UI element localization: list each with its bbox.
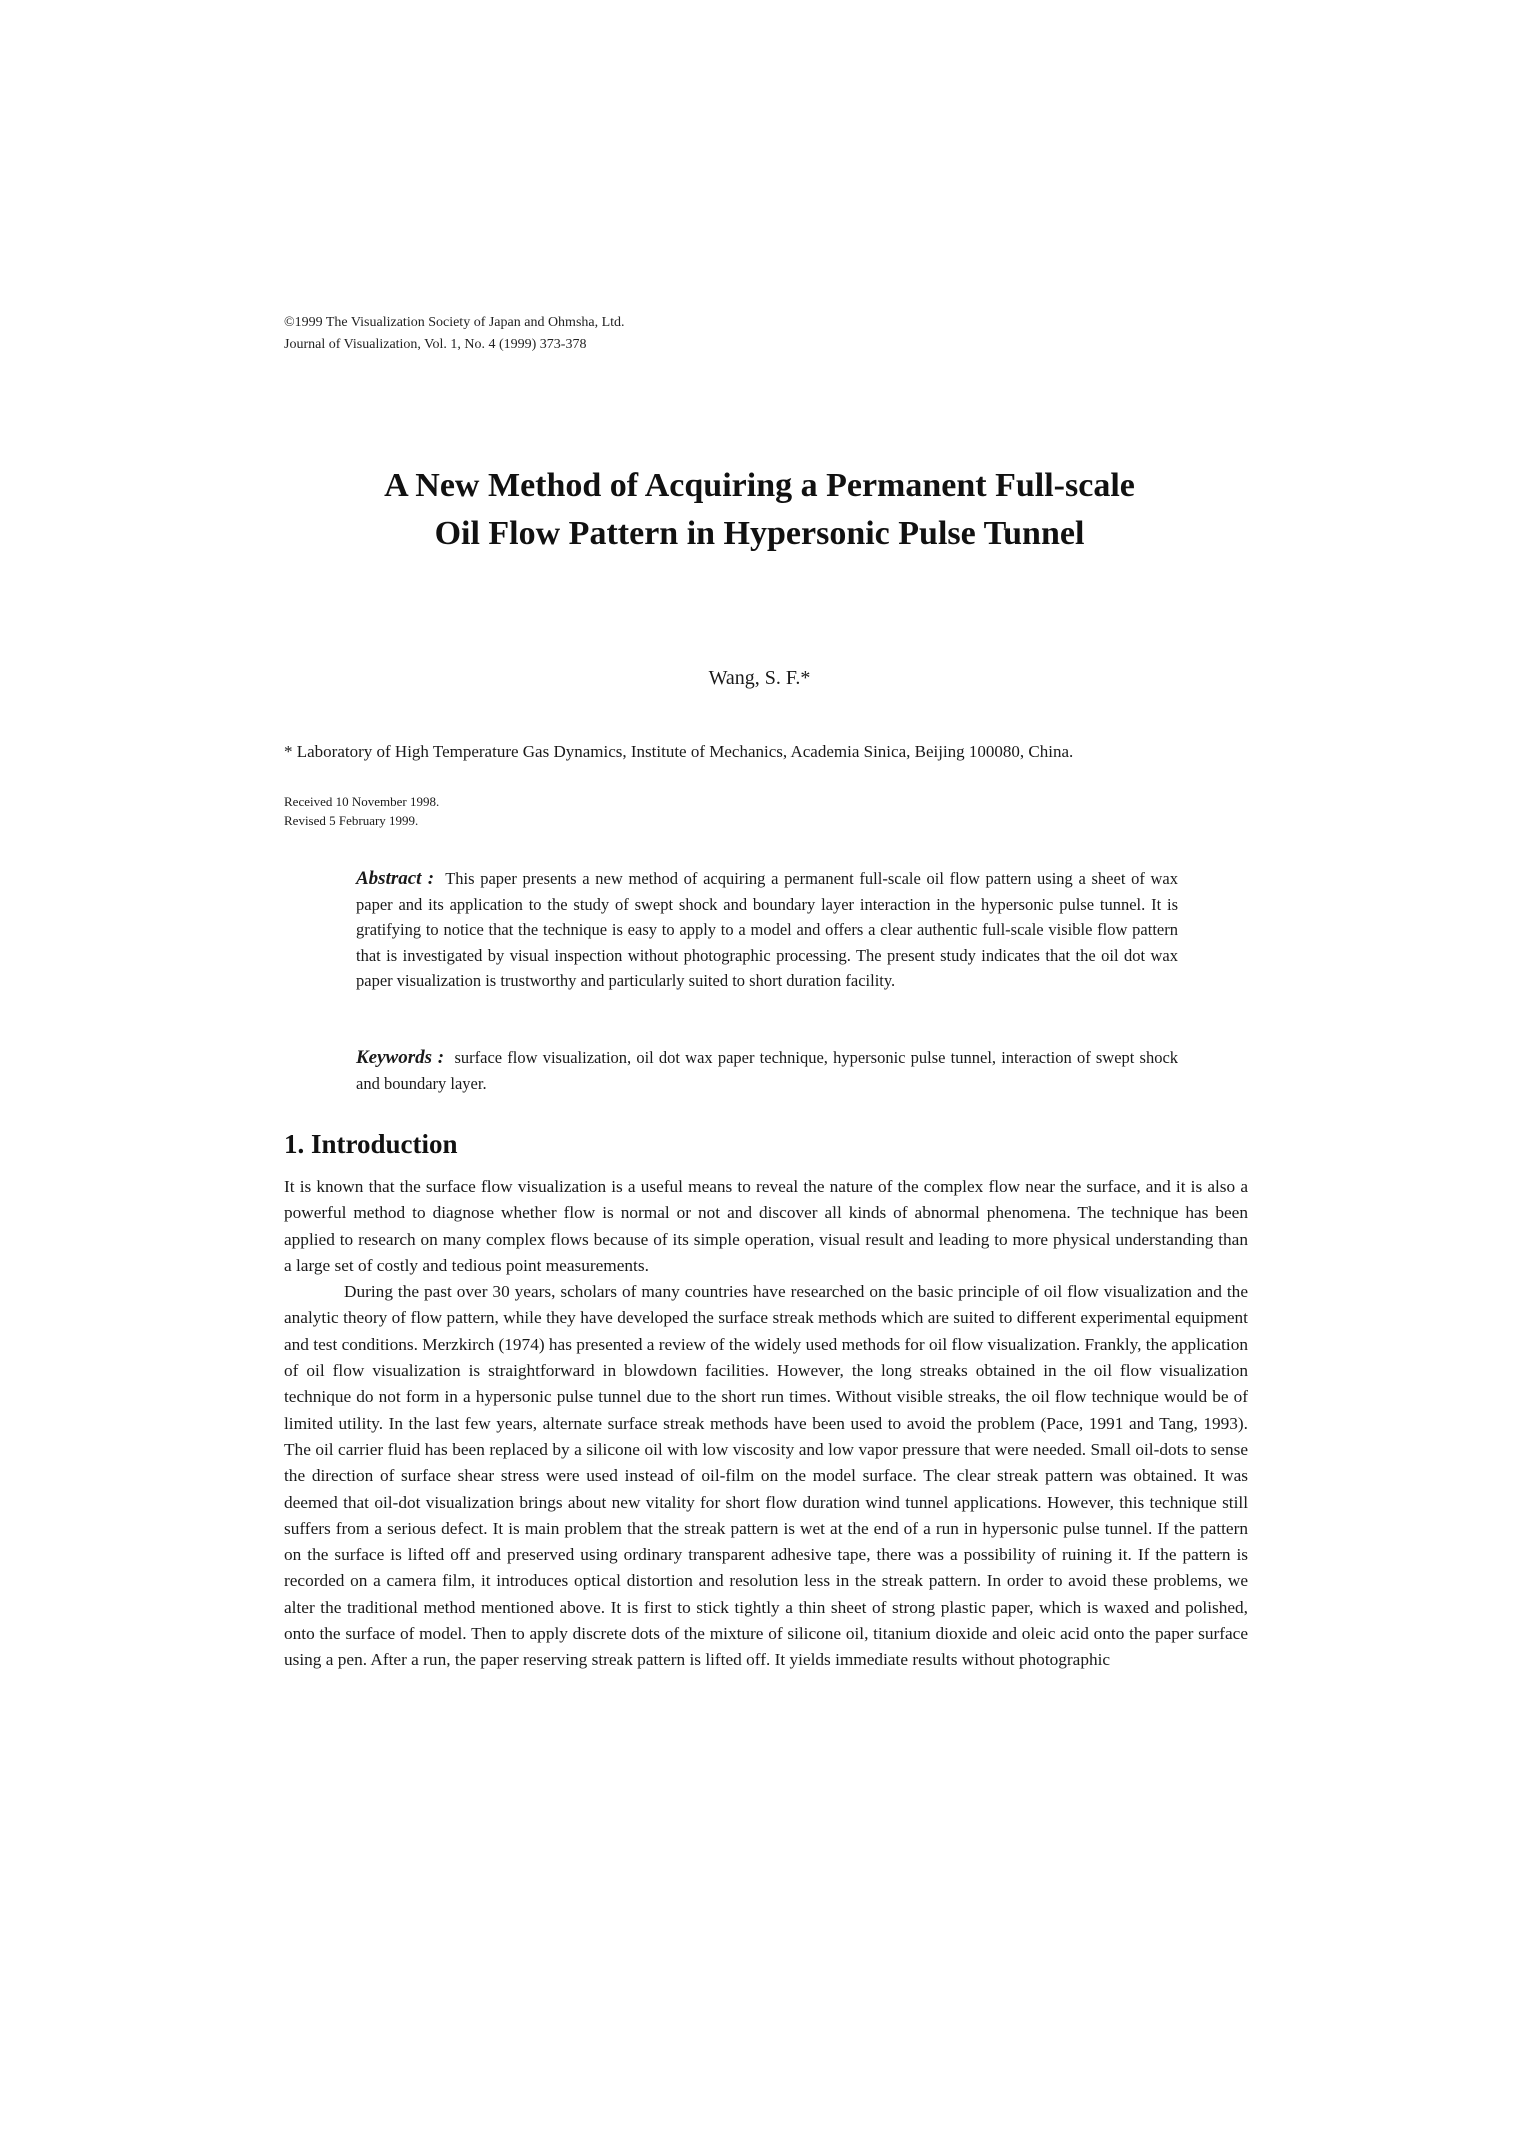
title-line-2: Oil Flow Pattern in Hypersonic Pulse Tunnel (434, 515, 1085, 552)
title-line-1: A New Method of Acquiring a Permanent Full-scale (384, 467, 1135, 504)
author-name: Wang, S. F.* (708, 667, 811, 689)
journal-header (284, 312, 625, 356)
manuscript-dates (284, 792, 439, 830)
paragraph: During the past over 30 years, scholars of many countries have researched on the basic principle of oil flow visualization and the analytic theory of flow pattern, while they have developed the surface streak methods which are suited to different experimental equipment and test conditions. Merzkirch (1974) has presented a review of the widely used methods for oil flow visualization. Frankly, the application of oil flow visualization is straightforward in blowdown facilities. However, the long streaks obtained in the oil flow visualization technique do not form in a hypersonic pulse tunnel due to the short run times. Without visible streaks, the oil flow technique would be of limited utility. In the last few years, alternate surface streak methods have been used to avoid the problem (Pace, 1991 and Tang, 1993). The oil carrier fluid has been replaced by a silicone oil with low viscosity and low vapor pressure that were needed. Small oil-dots to sense the direction of surface shear stress were used instead of oil-film on the model surface. The clear streak pattern was obtained. It was deemed that oil-dot visualization brings about new vitality for short flow duration wind tunnel applications. However, this technique still suffers from a serious defect. It is main problem that the streak pattern is wet at the end of a run in hypersonic pulse tunnel. If the pattern on the surface is lifted off and preserved using ordinary transparent adhesive tape, there was a possibility of ruining it. If the pattern is recorded on a camera film, it introduces optical distortion and resolution less in the streak pattern. In order to avoid these problems, we alter the traditional method mentioned above. It is first to stick tightly a thin sheet of strong plastic paper, which is waxed and polished, onto the surface of model. Then to apply discrete dots of the mixture of silicone oil, titanium dioxide and oleic acid onto the paper surface using a pen. After a run, the paper reserving streak pattern is lifted off. It yields immediate results without photographic (284, 1282, 1248, 1670)
section-heading: 1. Introduction (284, 1129, 458, 1159)
author-affiliation: * Laboratory of High Temperature Gas Dynamics, Institute of Mechanics, Academia Sinica, Beijing 100080, China. (284, 742, 1074, 761)
abstract-text: This paper presents a new method of acquiring a permanent full-scale oil flow pattern using a sheet of wax paper and its application to the study of swept shock and boundary layer interaction in the hypersonic pulse tunnel. It is gratifying to notice that the technique is easy to apply to a model and offers a clear authentic full-scale visible flow pattern that is investigated by visual inspection without photographic processing. The present study indicates that the oil dot wax paper visualization is trustworthy and particularly suited to short duration facility. (356, 869, 1179, 990)
section-body (284, 1174, 1248, 1674)
revised-date: Revised 5 February 1999. (284, 813, 419, 828)
abstract-block (356, 866, 1178, 994)
keywords-block (356, 1045, 1178, 1096)
keywords-text: surface flow visualization, oil dot wax paper technique, hypersonic pulse tunnel, interaction of swept shock and boundary layer. (356, 1048, 1179, 1093)
paragraph: It is known that the surface flow visualization is a useful means to reveal the nature of the complex flow near the surface, and it is also a powerful method to diagnose whether flow is normal or not and discover all kinds of abnormal phenomena. The technique has been applied to research on many complex flows because of its simple operation, visual result and leading to more physical understanding than a large set of costly and tedious point measurements. (284, 1177, 1248, 1275)
abstract-label: Abstract : (356, 868, 435, 889)
paper-title (200, 462, 1319, 558)
copyright-line: ©1999 The Visualization Society of Japan and Ohmsha, Ltd. (284, 315, 625, 330)
keywords-label: Keywords : (356, 1047, 445, 1068)
received-date: Received 10 November 1998. (284, 794, 440, 809)
journal-citation: Journal of Visualization, Vol. 1, No. 4 (1999) 373-378 (284, 337, 587, 352)
